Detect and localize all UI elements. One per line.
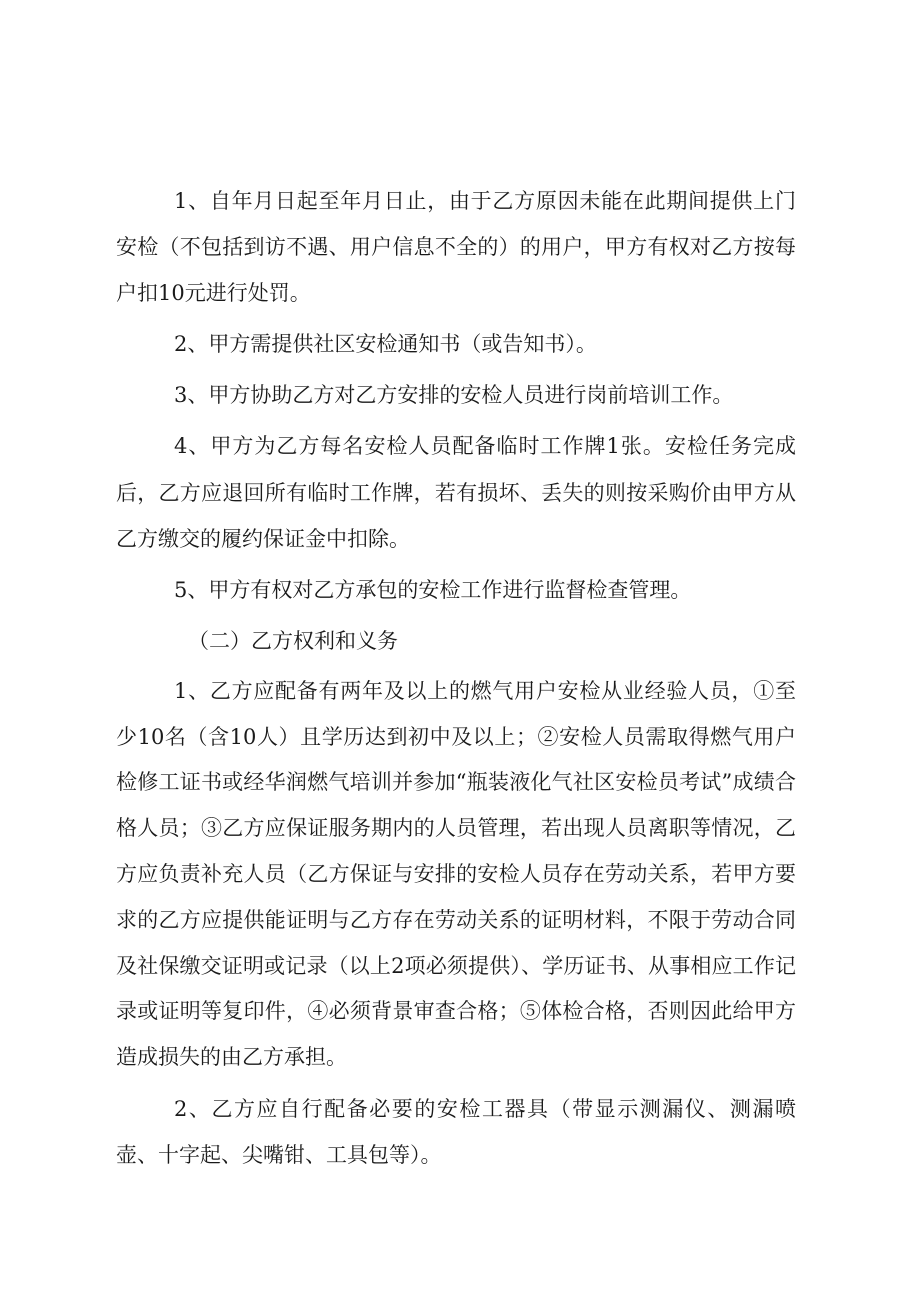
paragraph-penalty: 1、自年月日起至年月日止，由于乙方原因未能在此期间提供上门安检（不包括到访不遇、用户信息不全的）的用户，甲方有权对乙方按每户扣10元进行处罚。 xyxy=(116,189,796,306)
paragraph-notice: 2、甲方需提供社区安检通知书（或告知书）。 xyxy=(174,332,597,357)
paragraph-work-badge: 4、甲方为乙方每名安检人员配备临时工作牌1张。安检任务完成后，乙方应退回所有临时工作牌，若有损坏、丢失的则按采购价由甲方从乙方缴交的履约保证金中扣除。 xyxy=(116,434,796,551)
paragraph-tools: 2、乙方应自行配备必要的安检工器具（带显示测漏仪、测漏喷壶、十字起、尖嘴钳、工具包等）。 xyxy=(116,1096,796,1167)
document-body xyxy=(116,178,796,1183)
paragraph-training: 3、甲方协助乙方对乙方安排的安检人员进行岗前培训工作。 xyxy=(174,383,734,408)
paragraph-staffing: 1、乙方应配备有两年及以上的燃气用户安检从业经验人员，①至少10名（含10人）且学历达到初中及以上；②安检人员需取得燃气用户检修工证书或经华润燃气培训并参加“瓶装液化气社区安检员考试”成绩合格人员；③乙方应保证服务期内的人员管理，若出现人员离职等情况，乙方应负责补充人员（乙方保证与安排的安检人员存在劳动关系，若甲方要求的乙方应提供能证明与乙方存在劳动关系的证明材料，不限于劳动合同及社保缴交证明或记录（以上2项必须提供）、学历证书、从事相应工作记录或证明等复印件，④必须背景审查合格；⑤体检合格，否则因此给甲方造成损失的由乙方承担。 xyxy=(116,678,796,1070)
paragraph-supervision: 5、甲方有权对乙方承包的安检工作进行监督检查管理。 xyxy=(174,577,692,602)
section-heading: （二）乙方权利和义务 xyxy=(188,628,398,653)
